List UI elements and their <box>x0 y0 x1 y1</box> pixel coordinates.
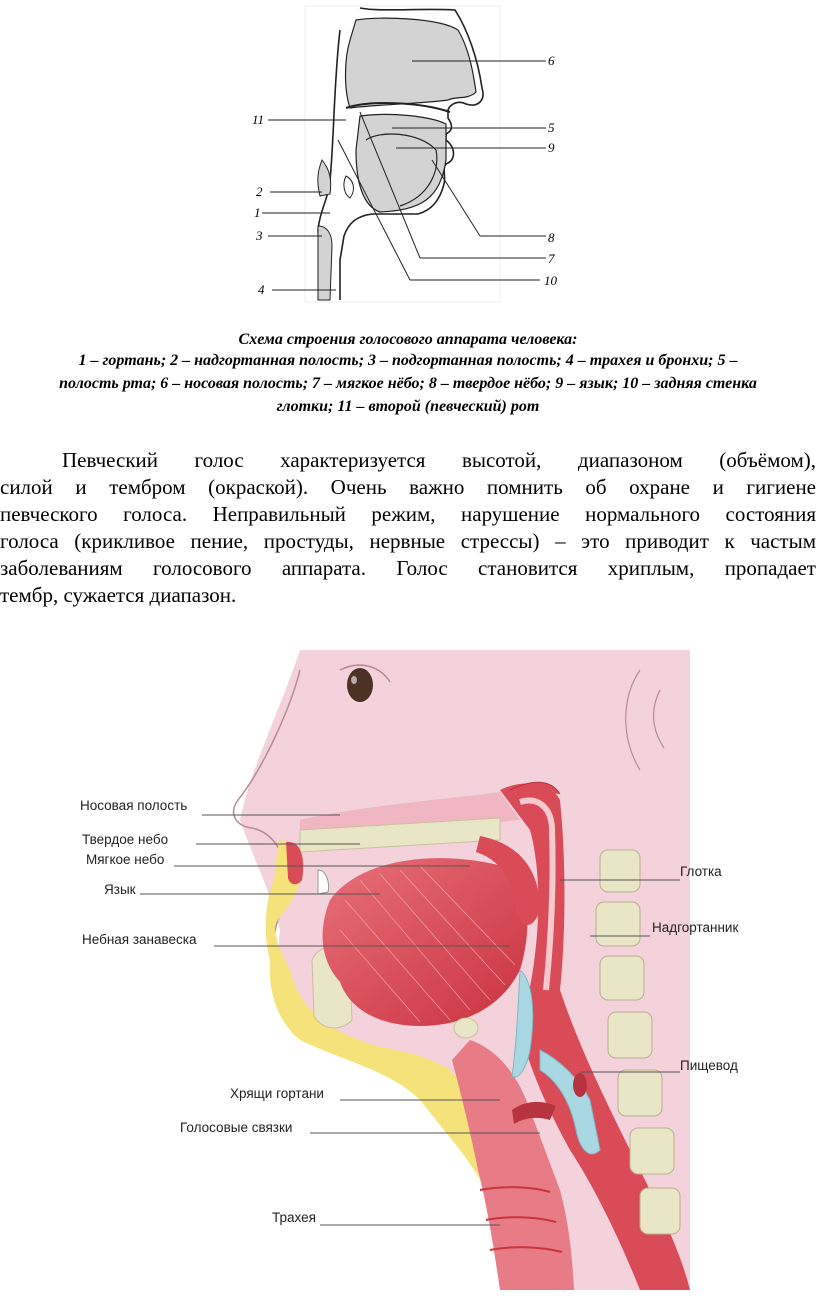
schematic-drawing <box>0 0 816 310</box>
caption-line-3: полость рта; 6 – носовая полость; 7 – мягкое нёбо; 8 – твердое нёбо; 9 – язык; 10 – задняя стенка <box>59 375 757 392</box>
paragraph-line-1: Певческий голос характеризуется высотой, диапазоном (объёмом), <box>62 448 816 472</box>
schematic-label-5: 5 <box>548 120 555 135</box>
paragraph-line-6: тембр, сужается диапазон. <box>0 583 237 607</box>
voice-apparatus-schematic <box>0 0 816 310</box>
schematic-label-1: 1 <box>254 205 261 220</box>
schematic-label-3: 3 <box>256 228 263 243</box>
schematic-label-4: 4 <box>258 282 265 297</box>
label-nasal-cavity: Носовая полость <box>80 798 188 813</box>
label-larynx-cartilages: Хрящи гортани <box>230 1086 324 1101</box>
paragraph-line-4: голоса (крикливое пение, простуды, нервные стрессы) – это приводит к частым <box>0 529 816 553</box>
label-vocal-cords: Голосовые связки <box>180 1120 293 1135</box>
label-soft-palate: Мягкое небо <box>86 852 165 867</box>
caption-line-2: 1 – гортань; 2 – надгортанная полость; 3 – подгортанная полость; 4 – трахея и бронхи; 5 – <box>78 352 738 369</box>
schematic-label-2: 2 <box>256 184 263 199</box>
anatomy-drawing <box>0 630 816 1298</box>
paragraph-line-5: заболеваниям голосового аппарата. Голос становится хриплым, пропадает <box>0 556 816 580</box>
schematic-label-9: 9 <box>548 140 555 155</box>
anatomy-illustration <box>0 630 816 1298</box>
caption-line-4: глотки; 11 – второй (певческий) рот <box>276 398 540 415</box>
label-trachea: Трахея <box>272 1210 316 1225</box>
label-epiglottis: Надгортанник <box>652 920 739 935</box>
paragraph-line-2: силой и тембром (окраской). Очень важно помнить об охране и гигиене <box>0 475 816 499</box>
label-esophagus: Пищевод <box>680 1058 738 1073</box>
body-paragraph <box>0 447 816 609</box>
paragraph-line-3: певческого голоса. Неправильный режим, нарушение нормального состояния <box>0 502 816 526</box>
caption-title: Схема строения голосового аппарата человека: <box>238 331 578 348</box>
schematic-label-6: 6 <box>548 53 555 68</box>
label-tongue: Язык <box>104 882 136 897</box>
label-hard-palate: Твердое небо <box>82 832 169 847</box>
schematic-label-11: 11 <box>252 112 265 127</box>
schematic-label-10: 10 <box>544 273 557 288</box>
label-pharynx: Глотка <box>680 864 722 879</box>
schematic-label-8: 8 <box>548 230 555 245</box>
label-velum: Небная занавеска <box>82 932 197 947</box>
schematic-label-7: 7 <box>548 251 555 266</box>
